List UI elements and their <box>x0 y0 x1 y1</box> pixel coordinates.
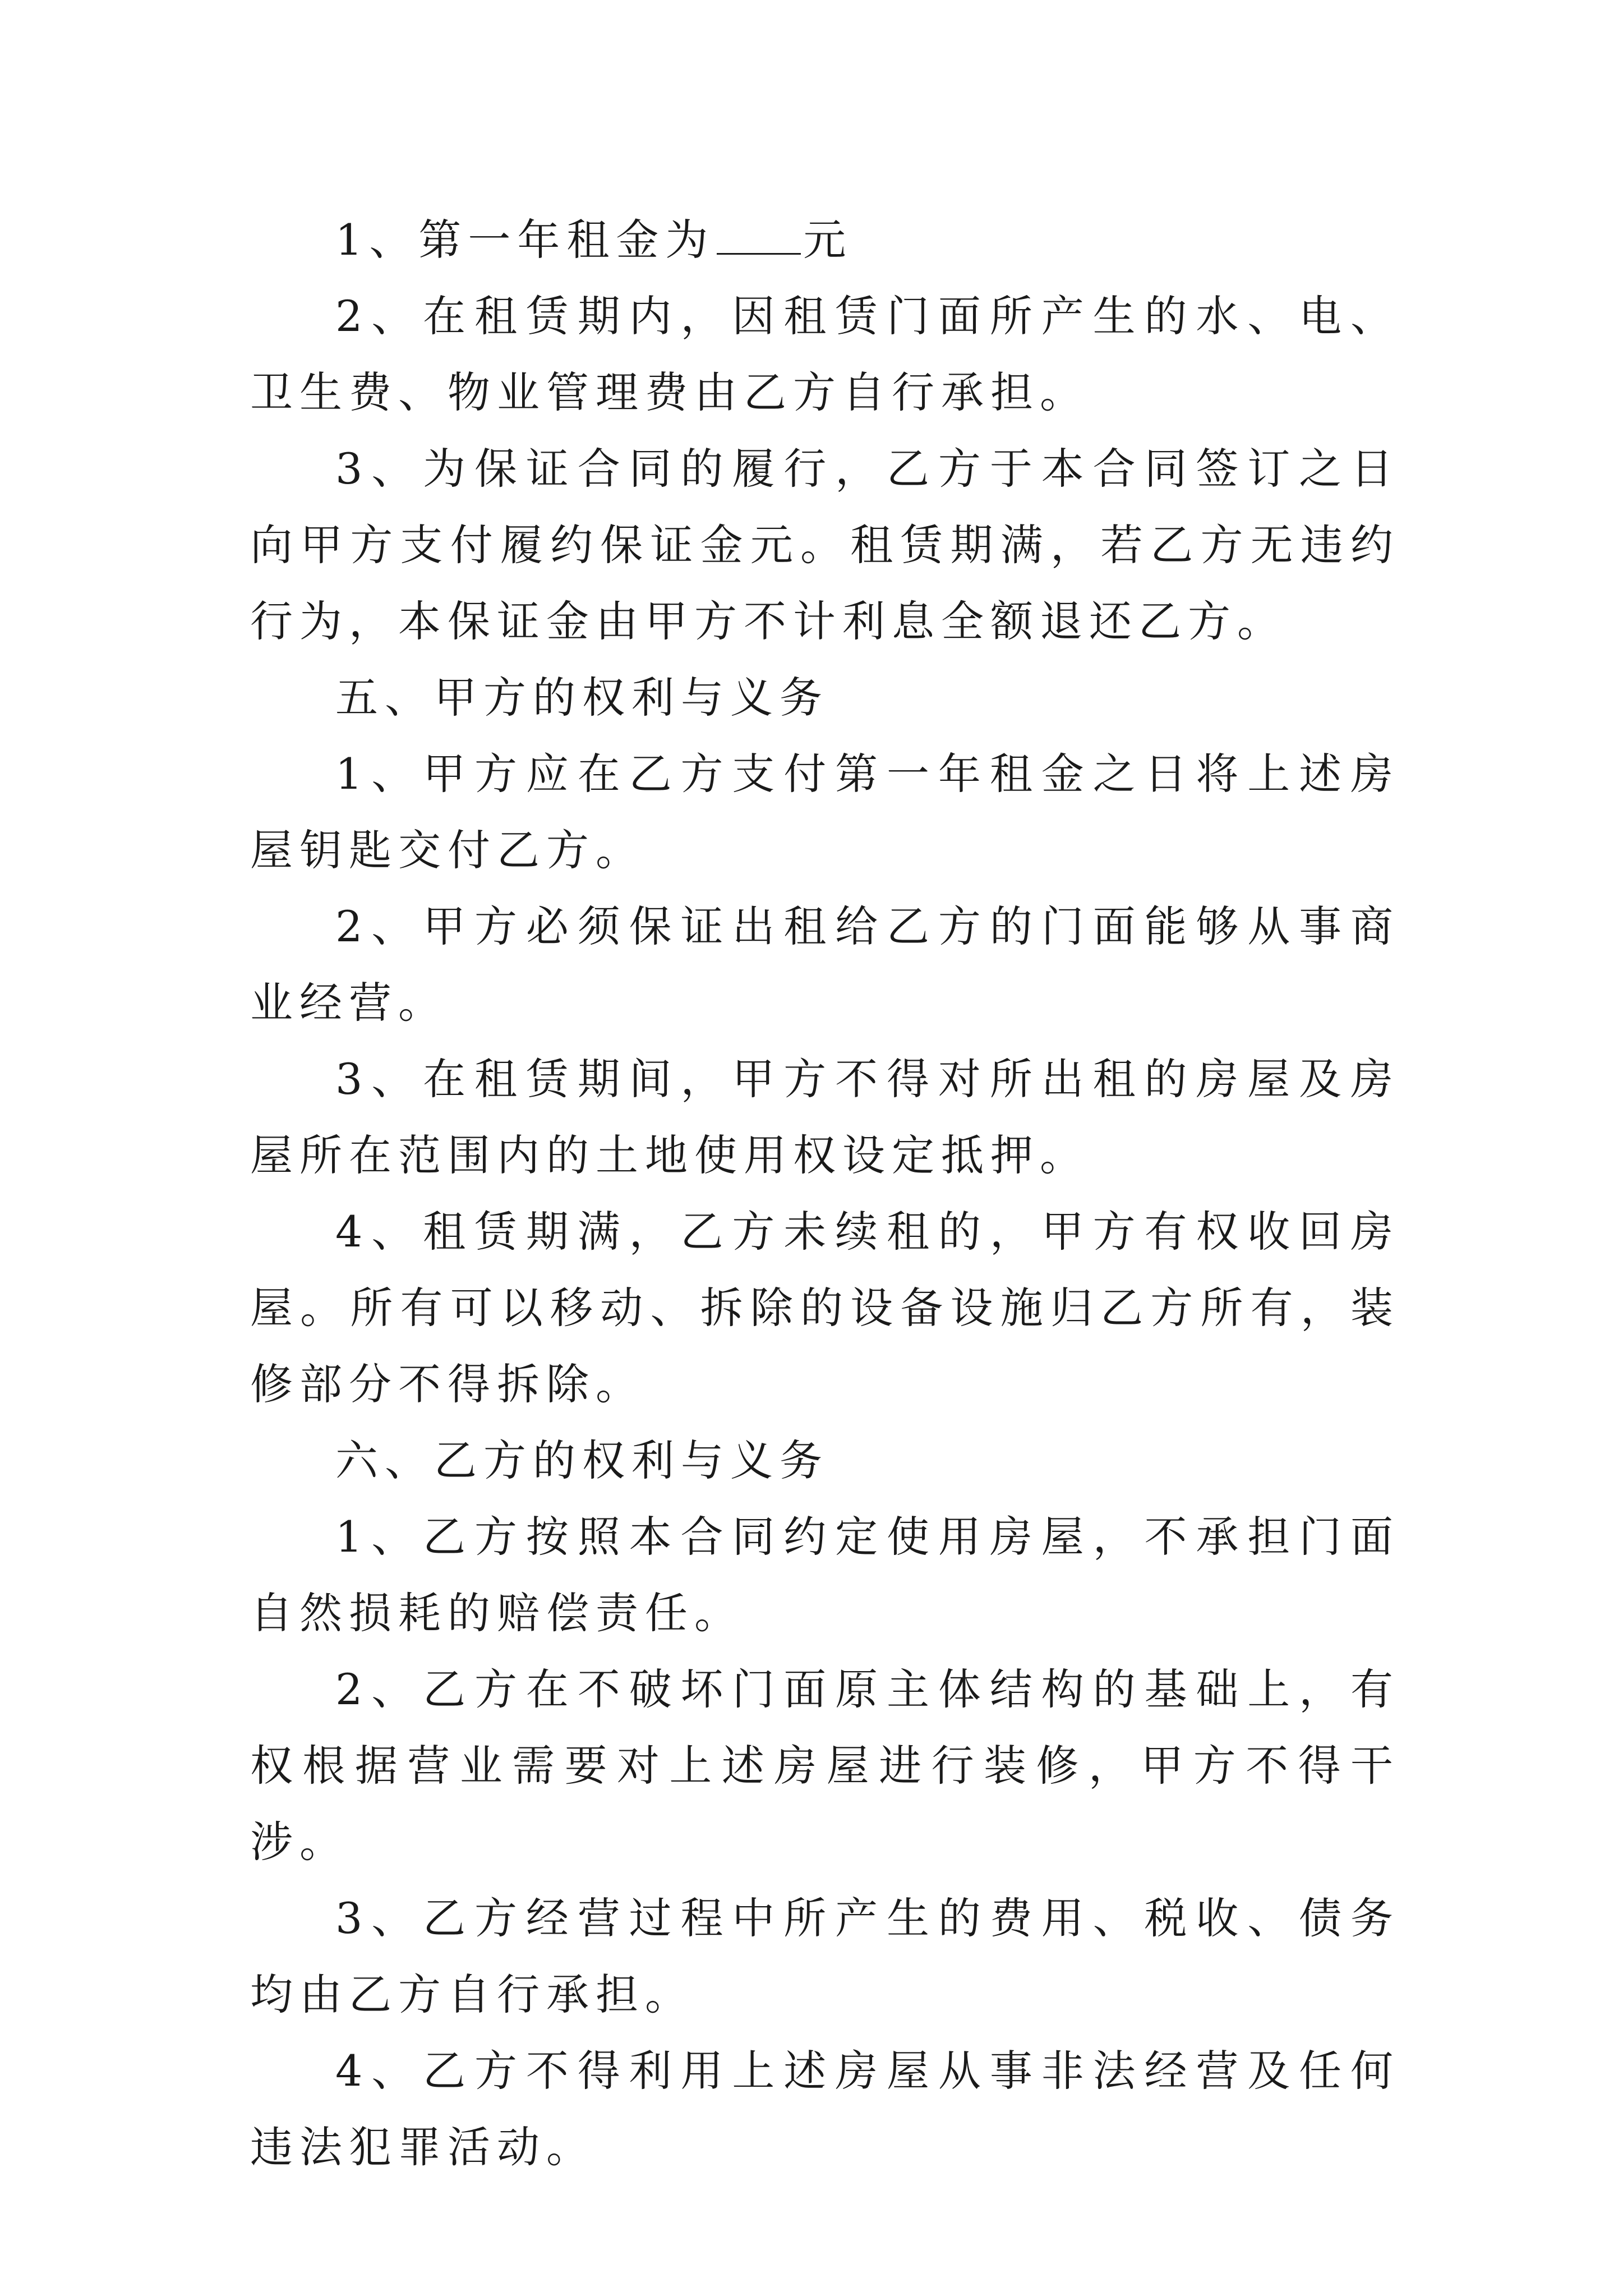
lessor-clause-2: 2、甲方必须保证出租给乙方的门面能够从事商业经营。 <box>250 901 1400 1028</box>
lessee-clause-1: 1、乙方按照本合同约定使用房屋，不承担门面自然损耗的赔偿责任。 <box>250 1512 1400 1638</box>
rent-clause-unit: 元 <box>803 215 853 265</box>
section-heading-lessor: 五、甲方的权利与义务 <box>335 673 829 723</box>
lessor-clause-4: 4、租赁期满，乙方未续租的，甲方有权收回房屋。所有可以移动、拆除的设备设施归乙方所有，装修部分不得拆除。 <box>250 1207 1400 1409</box>
section-heading-lessee: 六、乙方的权利与义务 <box>335 1435 829 1485</box>
lessee-clause-2: 2、乙方在不破坏门面原主体结构的基础上，有权根据营业需要对上述房屋进行装修，甲方不得干涉。 <box>250 1664 1400 1867</box>
utilities-clause: 2、在租赁期内，因租赁门面所产生的水、电、卫生费、物业管理费由乙方自行承担。 <box>250 291 1400 417</box>
lessor-clause-3: 3、在租赁期间，甲方不得对所出租的房屋及房屋所在范围内的土地使用权设定抵押。 <box>250 1054 1400 1180</box>
deposit-clause: 3、为保证合同的履行，乙方于本合同签订之日向甲方支付履约保证金元。租赁期满，若乙方无违约行为，本保证金由甲方不计利息全额退还乙方。 <box>250 444 1400 646</box>
lessor-clause-1: 1、甲方应在乙方支付第一年租金之日将上述房屋钥匙交付乙方。 <box>250 749 1400 875</box>
rent-clause <box>250 202 1400 278</box>
rent-clause-text: 1、第一年租金为 <box>335 215 715 265</box>
document-body <box>250 202 1400 2185</box>
lessee-clause-4: 4、乙方不得利用上述房屋从事非法经营及任何违法犯罪活动。 <box>250 2046 1400 2172</box>
lessee-clause-3: 3、乙方经营过程中所产生的费用、税收、债务均由乙方自行承担。 <box>250 1893 1400 2019</box>
rent-amount-blank <box>717 219 801 255</box>
